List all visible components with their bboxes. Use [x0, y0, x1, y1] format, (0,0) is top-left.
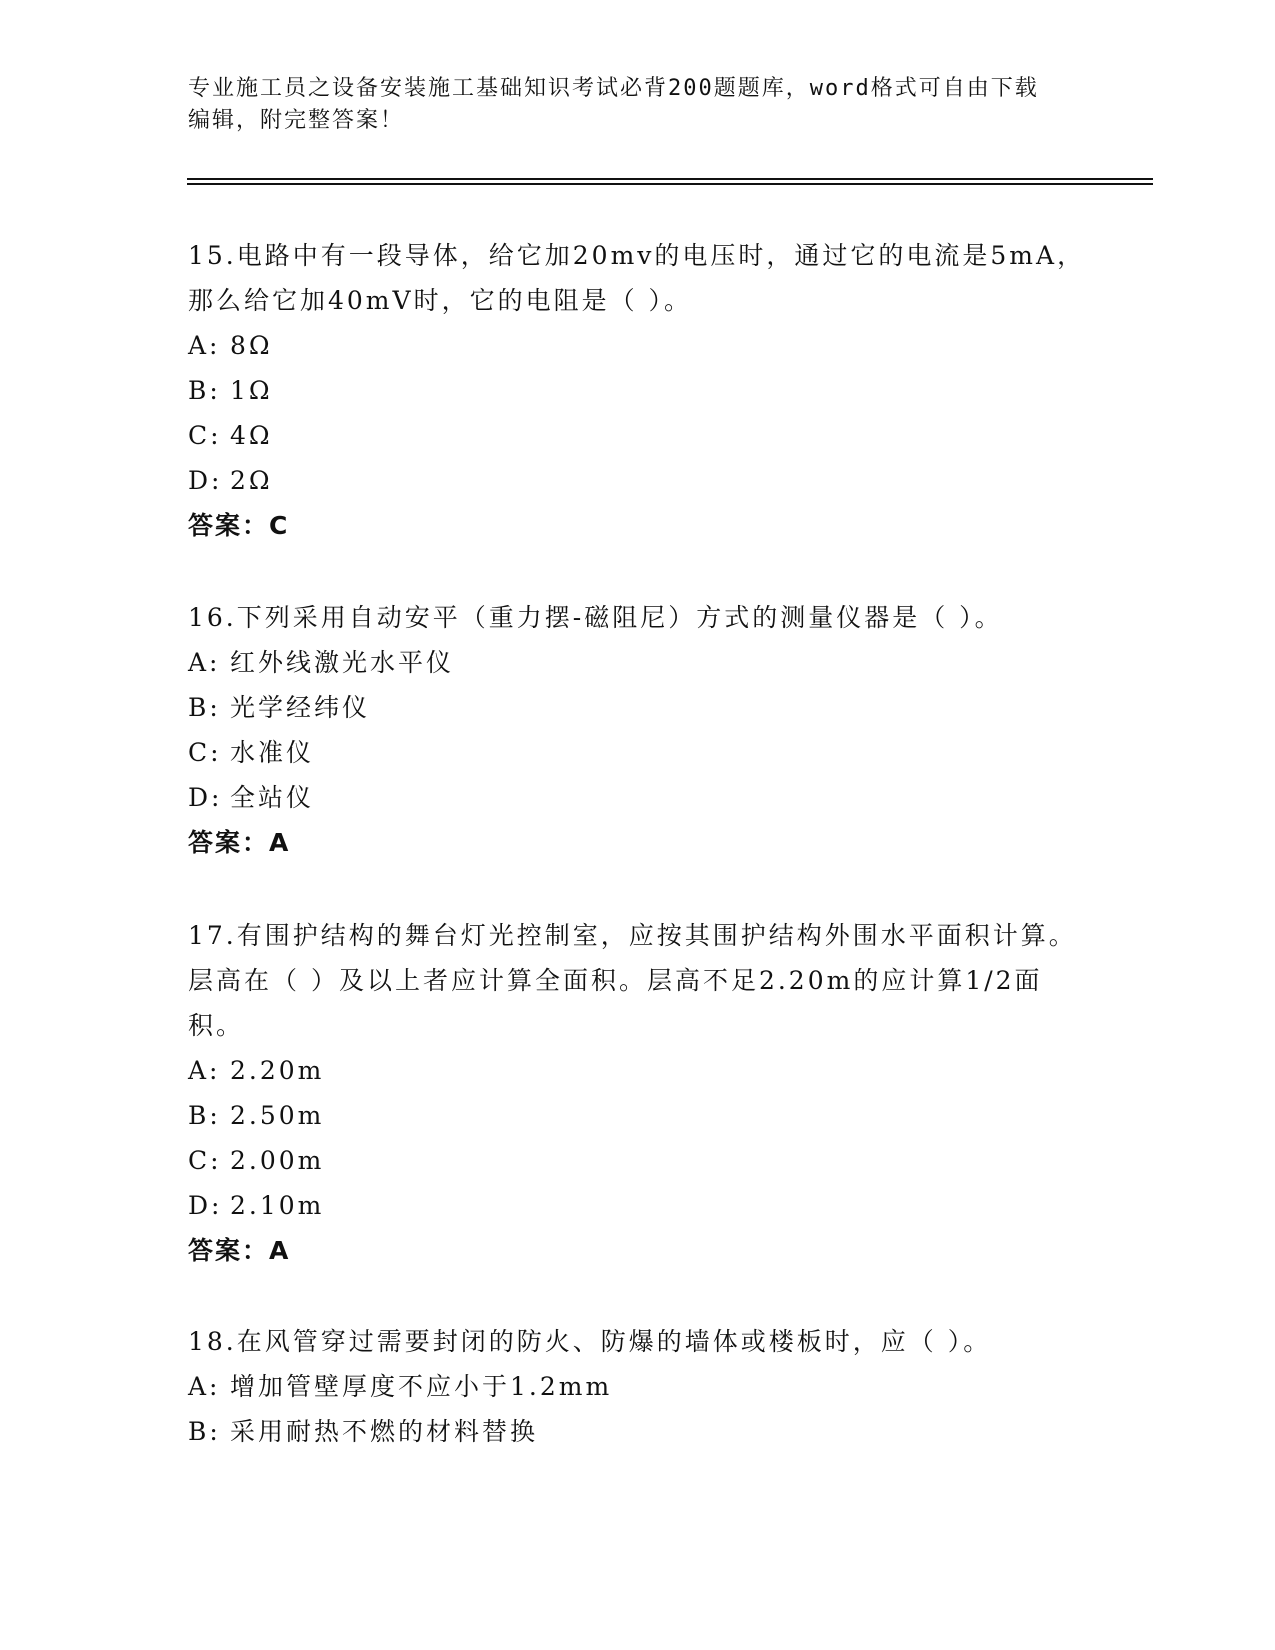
option-text: 水准仪 [230, 738, 315, 767]
question-stem: 17.有围护结构的舞台灯光控制室，应按其围护结构外围水平面积计算。层高在（ ）及以上者应计算全面积。层高不足2.20m的应计算1/2面积。 [188, 921, 1077, 1040]
option-b [188, 1093, 1088, 1138]
option-d [188, 458, 1088, 503]
question-16 [188, 595, 1088, 865]
option-b [188, 1409, 1088, 1454]
option-text: 8Ω [230, 331, 273, 360]
option-d [188, 1183, 1088, 1228]
option-letter: D: [188, 783, 223, 812]
option-text: 全站仪 [230, 783, 315, 812]
option-letter: C: [188, 421, 222, 450]
option-text: 2Ω [230, 466, 273, 495]
option-text: 光学经纬仪 [230, 693, 371, 722]
option-letter: B: [188, 376, 221, 405]
option-letter: D: [188, 466, 223, 495]
option-a [188, 640, 1088, 685]
option-letter: C: [188, 1146, 222, 1175]
option-text: 采用耐热不燃的材料替换 [230, 1417, 539, 1446]
option-c [188, 730, 1088, 775]
option-letter: A: [188, 1372, 221, 1401]
header-line-2: 编辑，附完整答案！ [188, 108, 405, 133]
option-a [188, 323, 1088, 368]
option-letter: B: [188, 1101, 221, 1130]
question-15 [188, 233, 1088, 548]
option-letter: A: [188, 648, 221, 677]
option-b [188, 368, 1088, 413]
header-line-1: 专业施工员之设备安装施工基础知识考试必背200题题库，word格式可自由下载 [188, 76, 1039, 101]
document-header [188, 73, 1078, 137]
header-divider-top [187, 178, 1153, 180]
option-text: 2.50m [230, 1101, 325, 1130]
option-text: 2.00m [230, 1146, 325, 1175]
answer-label: 答案：A [188, 1236, 291, 1265]
option-letter: C: [188, 738, 222, 767]
option-a [188, 1048, 1088, 1093]
option-text: 4Ω [230, 421, 273, 450]
option-letter: A: [188, 1056, 221, 1085]
answer-label: 答案：A [188, 828, 291, 857]
question-stem: 15.电路中有一段导体，给它加20mv的电压时，通过它的电流是5mA，那么给它加40mV时，它的电阻是（ ）。 [188, 241, 1086, 315]
option-d [188, 775, 1088, 820]
option-c [188, 1138, 1088, 1183]
question-stem: 18.在风管穿过需要封闭的防火、防爆的墙体或楼板时，应（ ）。 [188, 1327, 992, 1356]
option-letter: D: [188, 1191, 223, 1220]
option-letter: A: [188, 331, 221, 360]
option-letter: B: [188, 1417, 221, 1446]
question-17 [188, 913, 1088, 1273]
question-stem: 16.下列采用自动安平（重力摆-磁阻尼）方式的测量仪器是（ ）。 [188, 603, 1003, 632]
answer-label: 答案：C [188, 511, 290, 540]
question-18 [188, 1319, 1088, 1454]
option-b [188, 685, 1088, 730]
option-text: 增加管壁厚度不应小于1.2mm [230, 1372, 613, 1401]
header-divider-bottom [187, 183, 1153, 185]
option-text: 1Ω [230, 376, 273, 405]
option-text: 红外线激光水平仪 [230, 648, 455, 677]
option-letter: B: [188, 693, 221, 722]
option-c [188, 413, 1088, 458]
option-text: 2.10m [230, 1191, 325, 1220]
option-a [188, 1364, 1088, 1409]
option-text: 2.20m [230, 1056, 325, 1085]
